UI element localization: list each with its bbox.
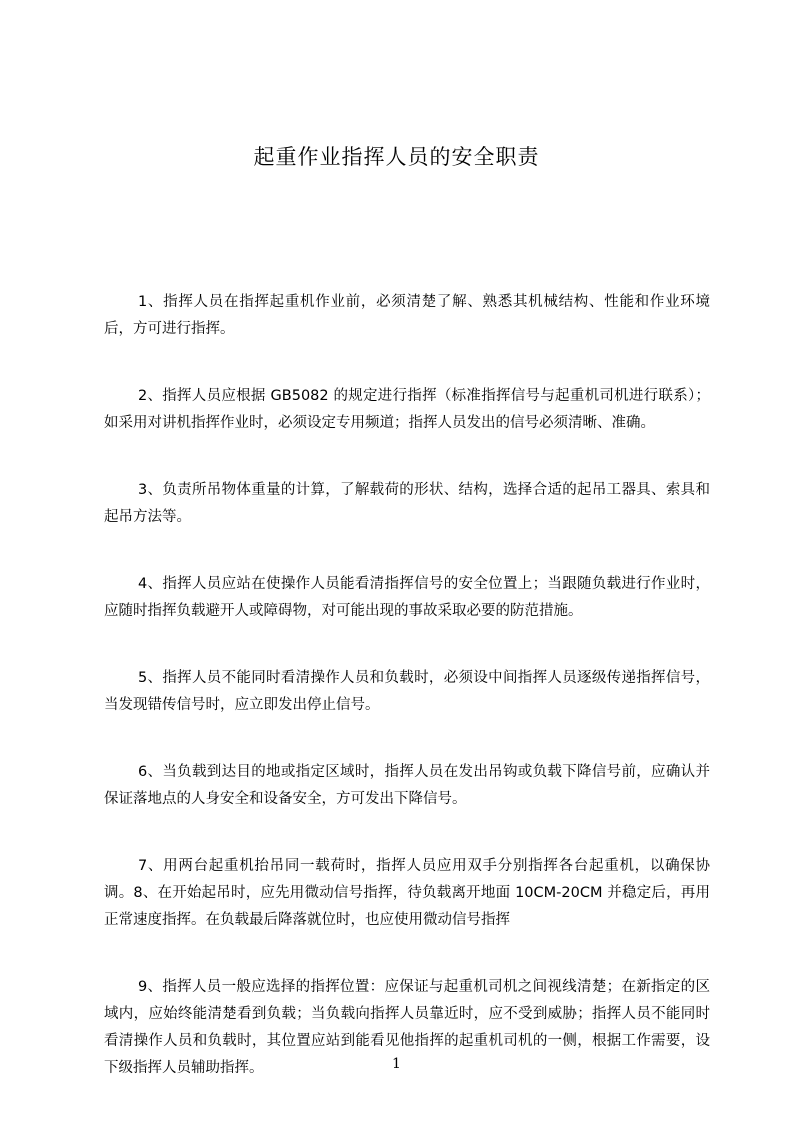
page-title: 起重作业指挥人员的安全职责	[253, 145, 540, 169]
paragraph-3: 3、负责所吊物体重量的计算，了解载荷的形状、结构，选择合适的起吊工器具、索具和起吊方法等。	[104, 482, 710, 525]
paragraph-6: 6、当负载到达目的地或指定区域时，指挥人员在发出吊钩或负载下降信号前，应确认并保证落地点的人身安全和设备安全，方可发出下降信号。	[104, 764, 710, 807]
paragraph-2: 2、指挥人员应根据 GB5082 的规定进行指挥（标准指挥信号与起重机司机进行联系）；如采用对讲机指挥作业时，必须设定专用频道；指挥人员发出的信号必须清晰、准确。	[104, 388, 710, 431]
document-body	[104, 289, 710, 1122]
paragraph-1: 1、指挥人员在指挥起重机作业前，必须清楚了解、熟悉其机械结构、性能和作业环境后，方可进行指挥。	[104, 294, 710, 337]
paragraph-4: 4、指挥人员应站在使操作人员能看清指挥信号的安全位置上；当跟随负载进行作业时，应随时指挥负载避开人或障碍物，对可能出现的事故采取必要的防范措施。	[104, 576, 710, 619]
paragraph-7: 7、用两台起重机抬吊同一载荷时，指挥人员应用双手分别指挥各台起重机，以确保协调。8、在开始起吊时，应先用微动信号指挥，待负载离开地面 10CM-20CM 并稳定后，再用正常速度指挥。在负载最后降落就位时，也应使用微动信号指挥	[104, 858, 710, 928]
paragraph-5: 5、指挥人员不能同时看清操作人员和负载时，必须设中间指挥人员逐级传递指挥信号，当发现错传信号时，应立即发出停止信号。	[104, 670, 710, 713]
paragraph-9: 9、指挥人员一般应选择的指挥位置：应保证与起重机司机之间视线清楚；在新指定的区域内，应始终能清楚看到负载；当负载向指挥人员靠近时，应不受到威胁；指挥人员不能同时看清操作人员和负载时，其位置应站到能看见他指挥的起重机司机的一侧，根据工作需要，设下级指挥人员辅助指挥。	[104, 979, 710, 1076]
page-number: 1	[392, 1056, 401, 1072]
